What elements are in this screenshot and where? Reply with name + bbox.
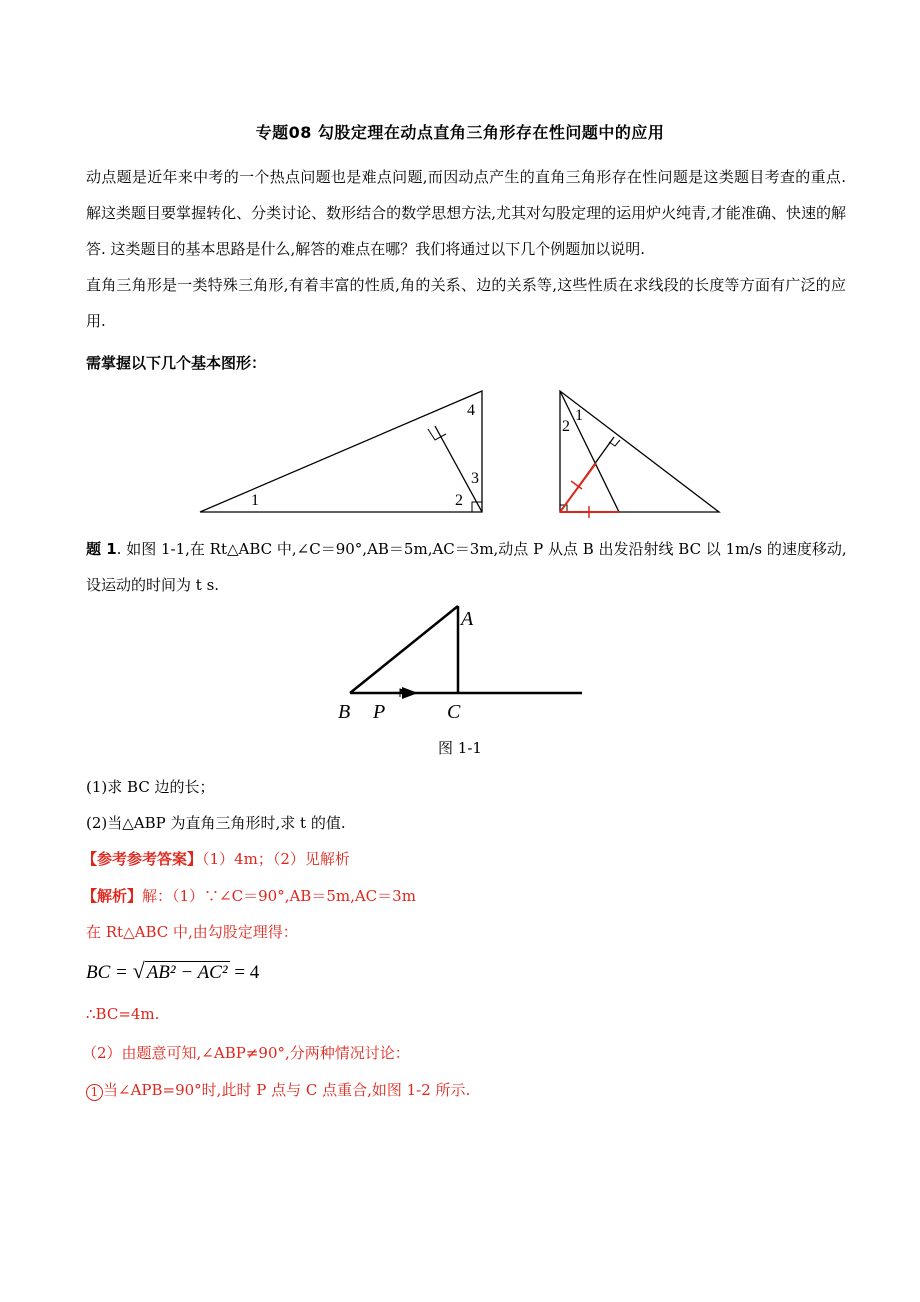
angle-label: 1	[251, 492, 259, 509]
angle-label: 2	[562, 418, 570, 435]
point-label-c: C	[447, 701, 461, 723]
analysis-text: 当∠APB=90°时,此时 P 点与 C 点重合,如图 1-2 所示.	[103, 1081, 471, 1099]
formula-radicand: AB² − AC²	[146, 962, 228, 983]
angle-label: 4	[467, 402, 475, 419]
formula-lhs: BC =	[86, 962, 133, 983]
analysis-line-4: （2）由题意可知,∠ABP≠90°,分两种情况讨论：	[82, 1044, 410, 1062]
figure-1-1	[330, 598, 590, 728]
side-ab	[350, 606, 458, 693]
basic-figure-a	[195, 385, 495, 520]
formula-rhs: = 4	[229, 962, 260, 983]
figure-caption: 图 1-1	[438, 739, 482, 757]
intro-paragraph-2: 直角三角形是一类特殊三角形,有着丰富的性质,角的关系、边的关系等,这些性质在求线段的长度等方面有广泛的应用.	[86, 276, 846, 330]
problem-1-statement-2: 设运动的时间为 t s.	[86, 576, 220, 594]
angle-label: 1	[575, 407, 583, 424]
question-1: (1)求 BC 边的长；	[86, 778, 215, 796]
problem-1-statement	[86, 538, 847, 559]
triangle-outline	[200, 391, 482, 512]
circled-number-1: 1	[86, 1084, 103, 1101]
problem-label: 题 1	[86, 540, 117, 558]
page-title: 专题08 勾股定理在动点直角三角形存在性问题中的应用	[255, 123, 665, 142]
angle-label: 2	[455, 492, 463, 509]
question-2: (2)当△ABP 为直角三角形时,求 t 的值.	[86, 814, 346, 832]
basic-figure-b	[555, 385, 730, 520]
analysis-text: 解：（1）∵∠C＝90°,AB＝5m,AC＝3m	[142, 887, 416, 905]
answer-line	[82, 848, 350, 869]
analysis-tag: 【解析】	[82, 887, 143, 905]
analysis-line-5	[86, 1079, 470, 1101]
point-label-p: P	[373, 701, 386, 723]
answer-text: （1）4m；（2）见解析	[202, 850, 350, 868]
sqrt-icon: √	[132, 958, 145, 983]
point-label-b: B	[338, 701, 351, 723]
triangle-outline	[560, 391, 719, 512]
arrow-head	[402, 687, 418, 699]
angle-label: 3	[471, 470, 479, 487]
problem-text: . 如图 1-1,在 Rt△ABC 中,∠C＝90°,AB＝5m,AC＝3m,动点 P 从点 B 出发沿射线 BC 以 1m/s 的速度移动,	[116, 540, 847, 558]
intro-paragraph: 动点题是近年来中考的一个热点问题也是难点问题,而因动点产生的直角三角形存在性问题是这类题目考查的重点. 解这类题目要掌握转化、分类讨论、数形结合的数学思想方法,尤其对勾股定理的运用炉火纯青,才能准确、快速的解答. 这类题目的基本思路是什么,解答的难点在哪？我们将通过以下几个例题加以说明.	[86, 168, 846, 258]
median-line	[560, 391, 619, 512]
highlight-segment	[560, 463, 596, 512]
pythagoras-formula	[86, 958, 259, 984]
answer-tag: 【参考参考答案】	[82, 850, 203, 868]
point-label-a: A	[461, 608, 474, 630]
analysis-line-1	[82, 885, 416, 906]
basic-shapes-heading: 需掌握以下几个基本图形：	[86, 354, 267, 372]
analysis-line-2: 在 Rt△ABC 中,由勾股定理得：	[86, 923, 298, 941]
analysis-line-3: ∴BC=4m.	[86, 1005, 160, 1023]
